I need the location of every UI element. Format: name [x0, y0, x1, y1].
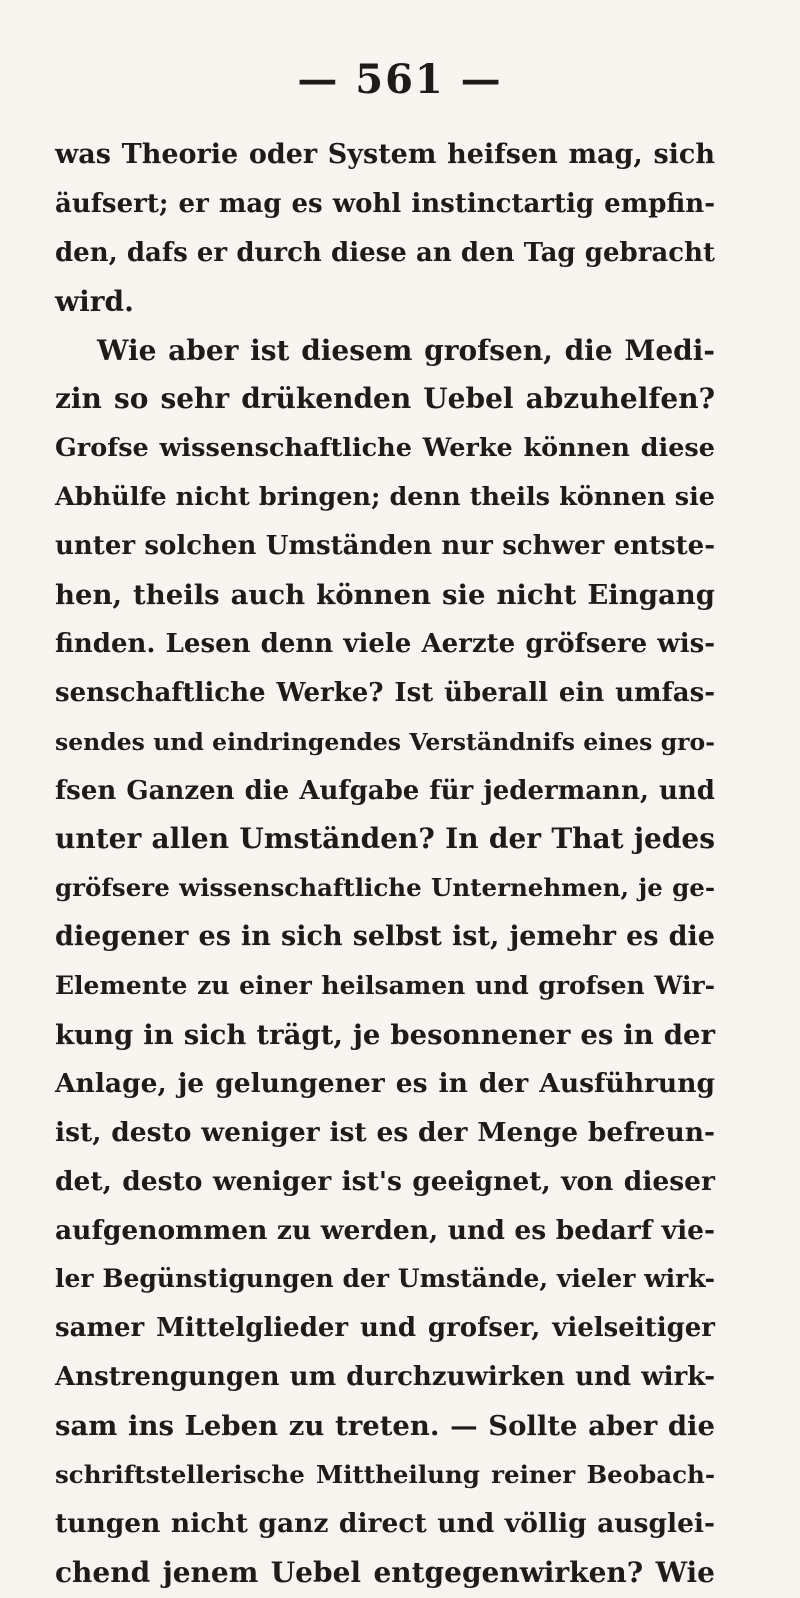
text-line: hen, theils auch können sie nicht Eingang [55, 579, 715, 612]
text-line: unter allen Umständen? In der That jedes [55, 822, 715, 856]
text-line: wird. [55, 284, 134, 318]
text-line: ist, desto weniger ist es der Menge befreun- [55, 1116, 715, 1148]
text-line: Elemente zu einer heilsamen und grofsen Wir- [55, 971, 715, 1001]
text-line: det, desto weniger ist's geeignet, von dieser [55, 1165, 715, 1197]
text-line: gröfsere wissenschaftliche Unternehmen, je ge- [55, 873, 715, 903]
text-line: den, dafs er durch diese an den Tag gebracht [55, 237, 715, 268]
page-number: — 561 — [297, 56, 503, 103]
text-line: diegener es in sich selbst ist, jemehr es die [55, 921, 715, 953]
text-line: finden. Lesen denn viele Aerzte gröfsere wis- [55, 628, 715, 659]
text-line: samer Mittelglieder und grofser, vielseitiger [55, 1313, 715, 1344]
text-line: tungen nicht ganz direct und völlig ausglei- [55, 1507, 715, 1539]
text-line: senschaftliche Werke? Ist überall ein umfas- [55, 677, 715, 708]
body-text [55, 131, 715, 1598]
text-line: zin so sehr drükenden Uebel abzuhelfen? [55, 382, 715, 416]
text-line: Anstrengungen um durchzuwirken und wirk- [55, 1362, 715, 1393]
text-line: sendes und eindringendes Verständnifs eines gro- [55, 727, 715, 756]
text-line: aufgenommen zu werden, und es bedarf vie- [55, 1214, 715, 1246]
text-line: äufsert; er mag es wohl instinctartig empfin- [55, 188, 715, 219]
text-line: Wie aber ist diesem grofsen, die Medi- [97, 333, 715, 367]
text-line: Anlage, je gelungener es in der Ausführung [55, 1067, 715, 1099]
text-line: Abhülfe nicht bringen; denn theils können sie [55, 482, 715, 513]
text-line: sam ins Leben zu treten. — Sollte aber die [55, 1410, 715, 1443]
text-line: was Theorie oder System heifsen mag, sich [55, 139, 715, 170]
text-line: unter solchen Umständen nur schwer entste- [55, 531, 715, 562]
text-line: schriftstellerische Mittheilung reiner Beobach- [55, 1460, 715, 1490]
text-line: ler Begünstigungen der Umstände, vieler wirk- [55, 1264, 715, 1294]
text-line: Grofse wissenschaftliche Werke können diese [55, 433, 715, 464]
text-line: chend jenem Uebel entgegenwirken? Wie [55, 1555, 715, 1589]
text-line: fsen Ganzen die Aufgabe für jedermann, und [55, 775, 715, 806]
text-line: kung in sich trägt, je besonnener es in der [55, 1019, 715, 1052]
